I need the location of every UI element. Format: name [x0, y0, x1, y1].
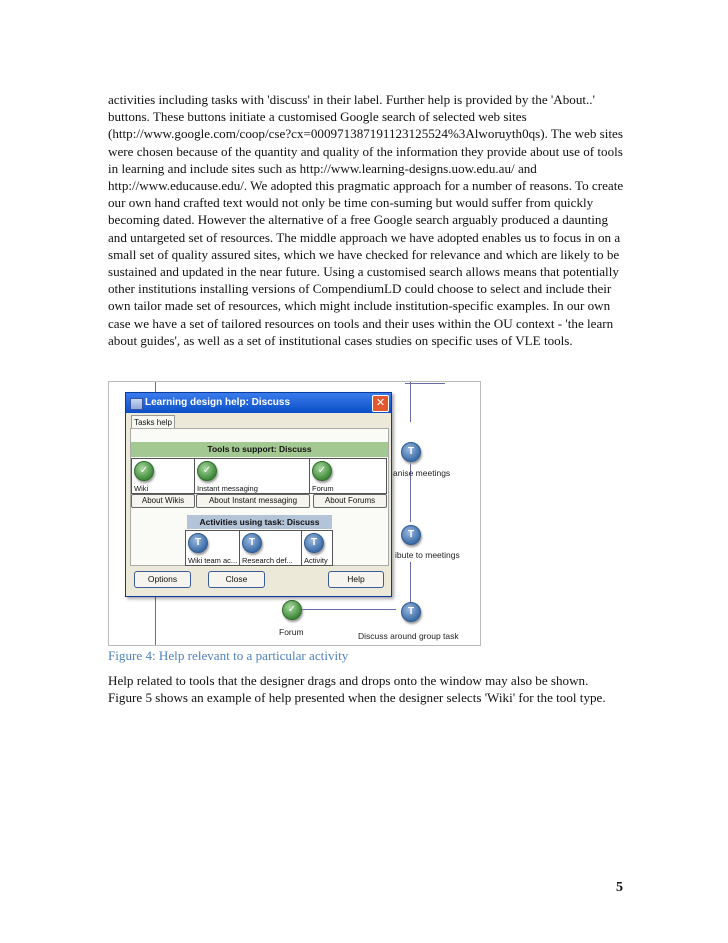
activity-node-icon: T [242, 533, 262, 553]
tool-cell-instant-messaging[interactable] [194, 458, 310, 494]
activity-label: Research def... [242, 556, 293, 565]
dialog-title: Learning design help: Discuss [145, 397, 291, 408]
options-button[interactable]: Options [134, 571, 191, 588]
help-panel [130, 428, 389, 566]
tools-section-header: Tools to support: Discuss [131, 442, 388, 457]
activity-label: Wiki team ac... [188, 556, 238, 565]
activity-node-icon: T [188, 533, 208, 553]
activity-node-icon: T [304, 533, 324, 553]
activity-label: Activity [304, 556, 328, 565]
dialog-title-bar[interactable] [126, 393, 391, 413]
node-label: anise meetings [393, 468, 451, 478]
help-dialog [125, 392, 392, 597]
app-icon [130, 398, 143, 410]
page-number: 5 [616, 880, 623, 895]
connector-line [405, 383, 445, 384]
body-paragraph-1: activities including tasks with 'discuss' in their label. Further help is provided by the 'About..' buttons. These buttons initiate a customised Google search of selected web sites (http://www.google.com/coop/cse?cx=000971387191123125524%3Alworuyth0qs). The web sites were chosen because of the quantity and quality of the information they provide about use of tools in learning and include sites such as http://www.learning-designs.uow.edu.au/ and http://www.educause.edu/. We adopted this pragmatic approach for a number of reasons. To create our own hand crafted text would not only be time con-suming but would suffer from quickly becoming dated. However the alternative of a free Google search arguably produced a daunting and untargeted set of resources. The middle approach we have adopted enables us to focus in on a small set of quality assured sites, which we have checked for relevance and which are likely to be sustained and updated in the near future. Using a customised search allows means that potentially other institutions installing versions of CompendiumLD could choose to select and include their own tailor made set of resources, which might include institution-specific examples. In our own case we have a set of tailored resources on tools and their uses within the OU context - 'the learn about guides', as well as a set of institutional cases studies on specific uses of VLE tools. [108, 92, 624, 348]
about-instant-messaging-button[interactable]: About Instant messaging [196, 494, 310, 508]
task-node-icon[interactable]: T [401, 525, 421, 545]
connector-line [410, 382, 411, 422]
connector-line [410, 562, 411, 602]
forum-tool-icon: ✓ [312, 461, 332, 481]
task-node-icon[interactable]: T [401, 442, 421, 462]
tool-label: Wiki [134, 484, 149, 493]
activities-section-header: Activities using task: Discuss [187, 515, 332, 529]
tool-cell-forum[interactable] [309, 458, 387, 494]
activity-cell[interactable] [301, 530, 333, 566]
body-paragraph-2: Help related to tools that the designer drags and drops onto the window may also be shown. Figure 5 shows an example of help presented when the designer selects 'Wiki' for the tool type. [108, 673, 606, 706]
tool-cell-wiki[interactable] [131, 458, 195, 494]
instant-messaging-tool-icon: ✓ [197, 461, 217, 481]
tab-tasks-help[interactable]: Tasks help [131, 415, 175, 430]
activity-cell[interactable] [239, 530, 302, 566]
forum-tool-icon[interactable]: ✓ [282, 600, 302, 620]
figure-caption: Figure 4: Help relevant to a particular activity [108, 648, 349, 663]
help-button[interactable]: Help [328, 571, 384, 588]
tool-label: Forum [312, 484, 334, 493]
about-wikis-button[interactable]: About Wikis [131, 494, 195, 508]
activity-cell[interactable] [185, 530, 240, 566]
figure-4 [108, 381, 481, 646]
node-label: Discuss around group task [358, 631, 459, 641]
connector-line [410, 457, 411, 522]
close-icon[interactable]: ✕ [372, 395, 389, 412]
tool-label: Instant messaging [197, 484, 258, 493]
task-node-icon[interactable]: T [401, 602, 421, 622]
connector-line [301, 609, 396, 610]
about-forums-button[interactable]: About Forums [313, 494, 387, 508]
wiki-tool-icon: ✓ [134, 461, 154, 481]
node-label: ibute to meetings [395, 550, 460, 560]
close-button[interactable]: Close [208, 571, 265, 588]
node-label: Forum [279, 627, 304, 637]
